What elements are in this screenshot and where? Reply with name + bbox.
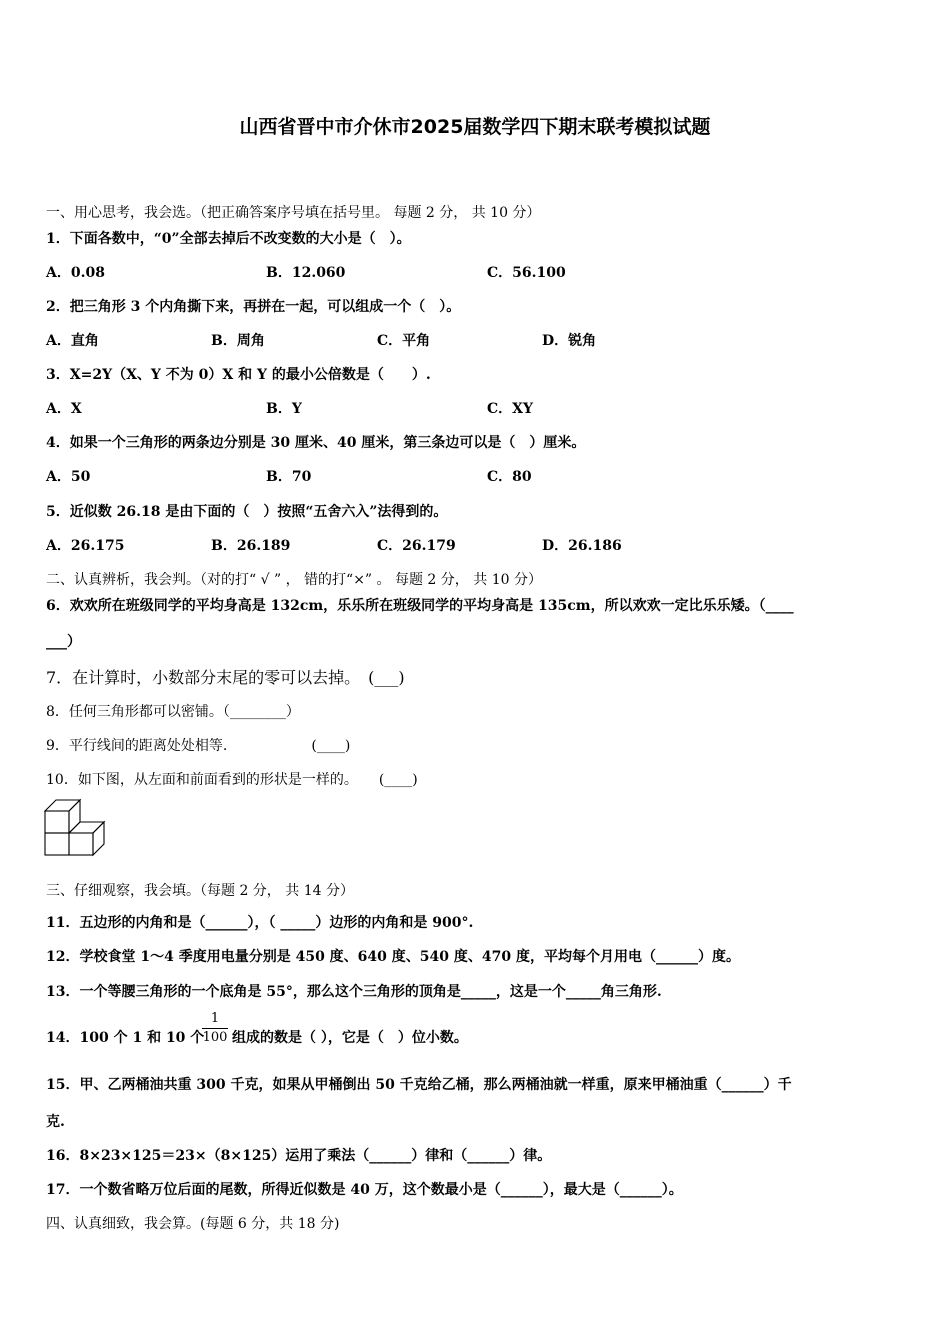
q3-option-c: C．XY	[487, 401, 533, 417]
question-6-continued: ___）	[46, 634, 81, 650]
q4-option-b: B．70	[266, 469, 312, 485]
question-11: 11．五边形的内角和是（______），（ _____）边形的内角和是 900°.	[46, 915, 474, 931]
q2-option-b: B．周角	[211, 333, 265, 349]
q5-option-d: D．26.186	[542, 538, 622, 554]
question-3: 3．X=2Y（X、Y 不为 0）X 和 Y 的最小公倍数是（ ）.	[46, 367, 431, 383]
cube-bottom-right-front	[69, 833, 93, 855]
fraction-one-hundredth	[200, 1011, 230, 1046]
cube-bottom-right-side	[93, 822, 104, 855]
section-2-heading: 二、认真辨析，我会判。（对的打“ √ ” ， 错的打“×” 。 每题 2 分， 共 10 分）	[46, 572, 542, 588]
section-3-heading: 三、仔细观察，我会填。（每题 2 分， 共 14 分）	[46, 883, 354, 899]
question-10: 10．如下图，从左面和前面看到的形状是一样的。 (____)	[46, 772, 418, 788]
q1-option-a: A．0.08	[46, 265, 105, 281]
fraction-denominator: 100	[202, 1030, 228, 1045]
question-13: 13．一个等腰三角形的一个底角是 55°，那么这个三角形的顶角是_____，这是一个_____角三角形.	[46, 984, 662, 1000]
q1-option-b: B．12.060	[266, 265, 346, 281]
cube-top-front	[45, 811, 69, 833]
q3-option-a: A．X	[46, 401, 82, 417]
q2-option-a: A．直角	[46, 333, 99, 349]
question-15-continued: 克.	[46, 1114, 65, 1130]
question-2: 2．把三角形 3 个内角撕下来，再拼在一起，可以组成一个（ ）。	[46, 299, 461, 315]
page-title: 山西省晋中市介休市2025届数学四下期末联考模拟试题	[239, 116, 711, 138]
question-14-end: 组成的数是（ ），它是（ ）位小数。	[232, 1030, 468, 1046]
q5-option-b: B．26.189	[211, 538, 291, 554]
fraction-bar	[202, 1028, 228, 1029]
fraction-numerator: 1	[210, 1011, 220, 1026]
section-1-heading: 一、用心思考，我会选。（把正确答案序号填在括号里。 每题 2 分， 共 10 分）	[46, 205, 541, 221]
cube-stack-figure	[44, 798, 106, 858]
q2-option-d: D．锐角	[542, 333, 597, 349]
question-4: 4．如果一个三角形的两条边分别是 30 厘米、40 厘米，第三条边可以是（ ）厘米。	[46, 435, 586, 451]
question-9: 9．平行线间的距离处处相等. (____)	[46, 738, 351, 754]
q4-option-a: A．50	[46, 469, 91, 485]
question-5: 5．近似数 26.18 是由下面的（ ）按照“五舍六入”法得到的。	[46, 504, 448, 520]
q3-option-b: B．Y	[266, 401, 302, 417]
q4-option-c: C．80	[487, 469, 532, 485]
q1-option-c: C．56.100	[487, 265, 566, 281]
question-16: 16．8×23×125＝23×（8×125）运用了乘法（______）律和（______）律。	[46, 1148, 552, 1164]
question-8: 8．任何三角形都可以密铺。（________）	[46, 704, 300, 720]
cube-bottom-left-front	[45, 833, 69, 855]
q5-option-c: C．26.179	[377, 538, 456, 554]
question-15: 15．甲、乙两桶油共重 300 千克，如果从甲桶倒出 50 千克给乙桶，那么两桶油就一样重，原来甲桶油重（______）千	[46, 1077, 792, 1093]
q5-option-a: A．26.175	[46, 538, 125, 554]
question-17: 17．一个数省略万位后面的尾数，所得近似数是 40 万，这个数最小是（______），最大是（______）。	[46, 1182, 683, 1198]
question-7: 7．在计算时，小数部分末尾的零可以去掉。 (___)	[46, 668, 405, 687]
section-4-heading: 四、认真细致，我会算。(每题 6 分，共 18 分)	[46, 1216, 340, 1232]
q2-option-c: C．平角	[377, 333, 431, 349]
question-14-start: 14．100 个 1 和 10 个	[46, 1030, 205, 1046]
question-1: 1．下面各数中，“0”全部去掉后不改变数的大小是（ ）。	[46, 231, 411, 247]
question-12: 12．学校食堂 1～4 季度用电量分别是 450 度、640 度、540 度、470 度，平均每个月用电（______）度。	[46, 949, 740, 965]
question-6: 6．欢欢所在班级同学的平均身高是 132cm，乐乐所在班级同学的平均身高是 135cm，所以欢欢一定比乐乐矮。（____	[46, 598, 794, 614]
